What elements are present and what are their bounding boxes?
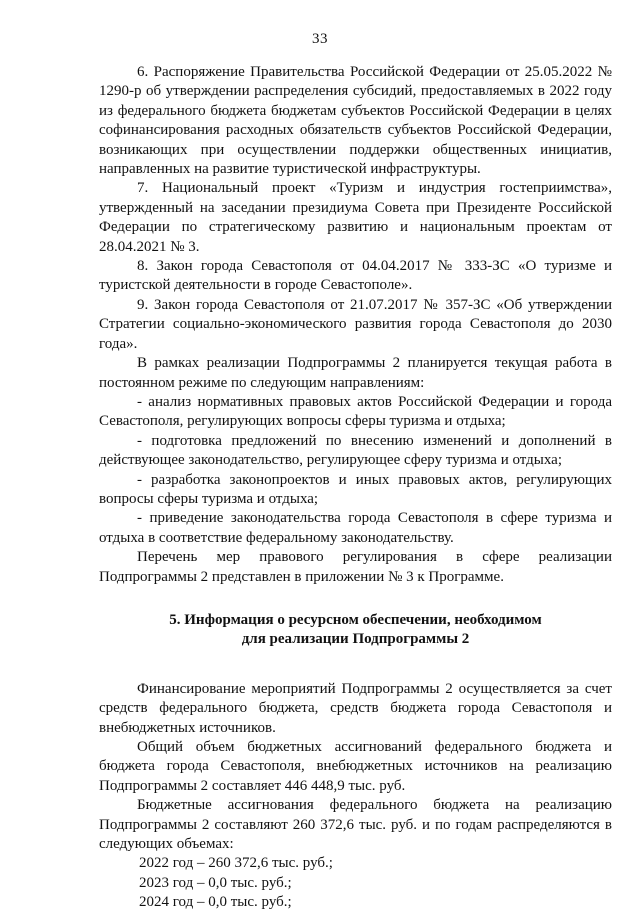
year-row-2022: 2022 год – 260 372,6 тыс. руб.; (139, 855, 333, 872)
paragraph-item-7: 7. Национальный проект «Туризм и индустрия гостеприимства», утвержденный на заседании президиума Совета при Президенте Российской Федерации по стратегическому развитию и национальным проектам от 28.04.2021 № 3. (99, 180, 612, 255)
paragraph-item-8: 8. Закон города Севастополя от 04.04.2017 № 333-ЗС «О туризме и туристской деятельности в городе Севастополе». (99, 258, 612, 294)
paragraph-financing: Финансирование мероприятий Подпрограммы 2 осуществляется за счет средств федерального бюджета, средств бюджета города Севастополя и внебюджетных источников. (99, 680, 612, 736)
list-item-analysis: - анализ нормативных правовых актов Российской Федерации и города Севастополя, регулирующих вопросы сферы туризма и отдыха; (99, 393, 612, 430)
page-number: 33 (312, 31, 328, 47)
section-heading-line-1: 5. Информация о ресурсном обеспечении, необходимом (169, 611, 542, 628)
paragraph-measures-list: Перечень мер правового регулирования в сфере реализации Подпрограммы 2 представлен в приложении № 3 к Программе. (99, 549, 612, 585)
paragraph-item-6: 6. Распоряжение Правительства Российской Федерации от 25.05.2022 № 1290-р об утверждении распределения субсидий, предоставляемых в 2022 году из федерального бюджета бюджетам субъектов Российской Федерации в целях софинансирования расходных обязательств субъектов Российской Федерации, возникающих при осуществлении поддержки общественных инициатив, направленных на развитие туристической инфраструктуры. (99, 64, 612, 178)
section-heading (99, 611, 612, 650)
list-item-drafting: - разработка законопроектов и иных правовых актов, регулирующих вопросы сферы туризма и отдыха; (99, 471, 612, 507)
year-row-2023: 2023 год – 0,0 тыс. руб.; (139, 874, 292, 891)
list-item-proposals: - подготовка предложений по внесению изменений и дополнений в действующее законодательство, регулирующее сферу туризма и отдыха; (99, 432, 612, 469)
paragraph-item-9: 9. Закон города Севастополя от 21.07.2017 № 357-ЗС «Об утверждении Стратегии социально-экономического развития города Севастополя до 2030 года». (99, 296, 612, 352)
paragraph-work-intro: В рамках реализации Подпрограммы 2 планируется текущая работа в постоянном режиме по следующим направлениям: (99, 355, 612, 391)
paragraph-federal-allocations: Бюджетные ассигнования федерального бюджета на реализацию Подпрограммы 2 составляют 260 372,6 тыс. руб. и по годам распределяются в следующих объемах: (99, 797, 612, 853)
list-item-alignment: - приведение законодательства города Севастополя в сфере туризма и отдыха в соответствие федеральному законодательству. (99, 510, 612, 546)
year-row-2024: 2024 год – 0,0 тыс. руб.; (139, 894, 292, 911)
paragraph-total-volume: Общий объем бюджетных ассигнований федерального бюджета и бюджета города Севастополя, внебюджетных источников на реализацию Подпрограммы 2 составляет 446 448,9 тыс. руб. (99, 739, 612, 794)
document-body (99, 63, 612, 913)
section-heading-line-2: для реализации Подпрограммы 2 (241, 631, 470, 648)
